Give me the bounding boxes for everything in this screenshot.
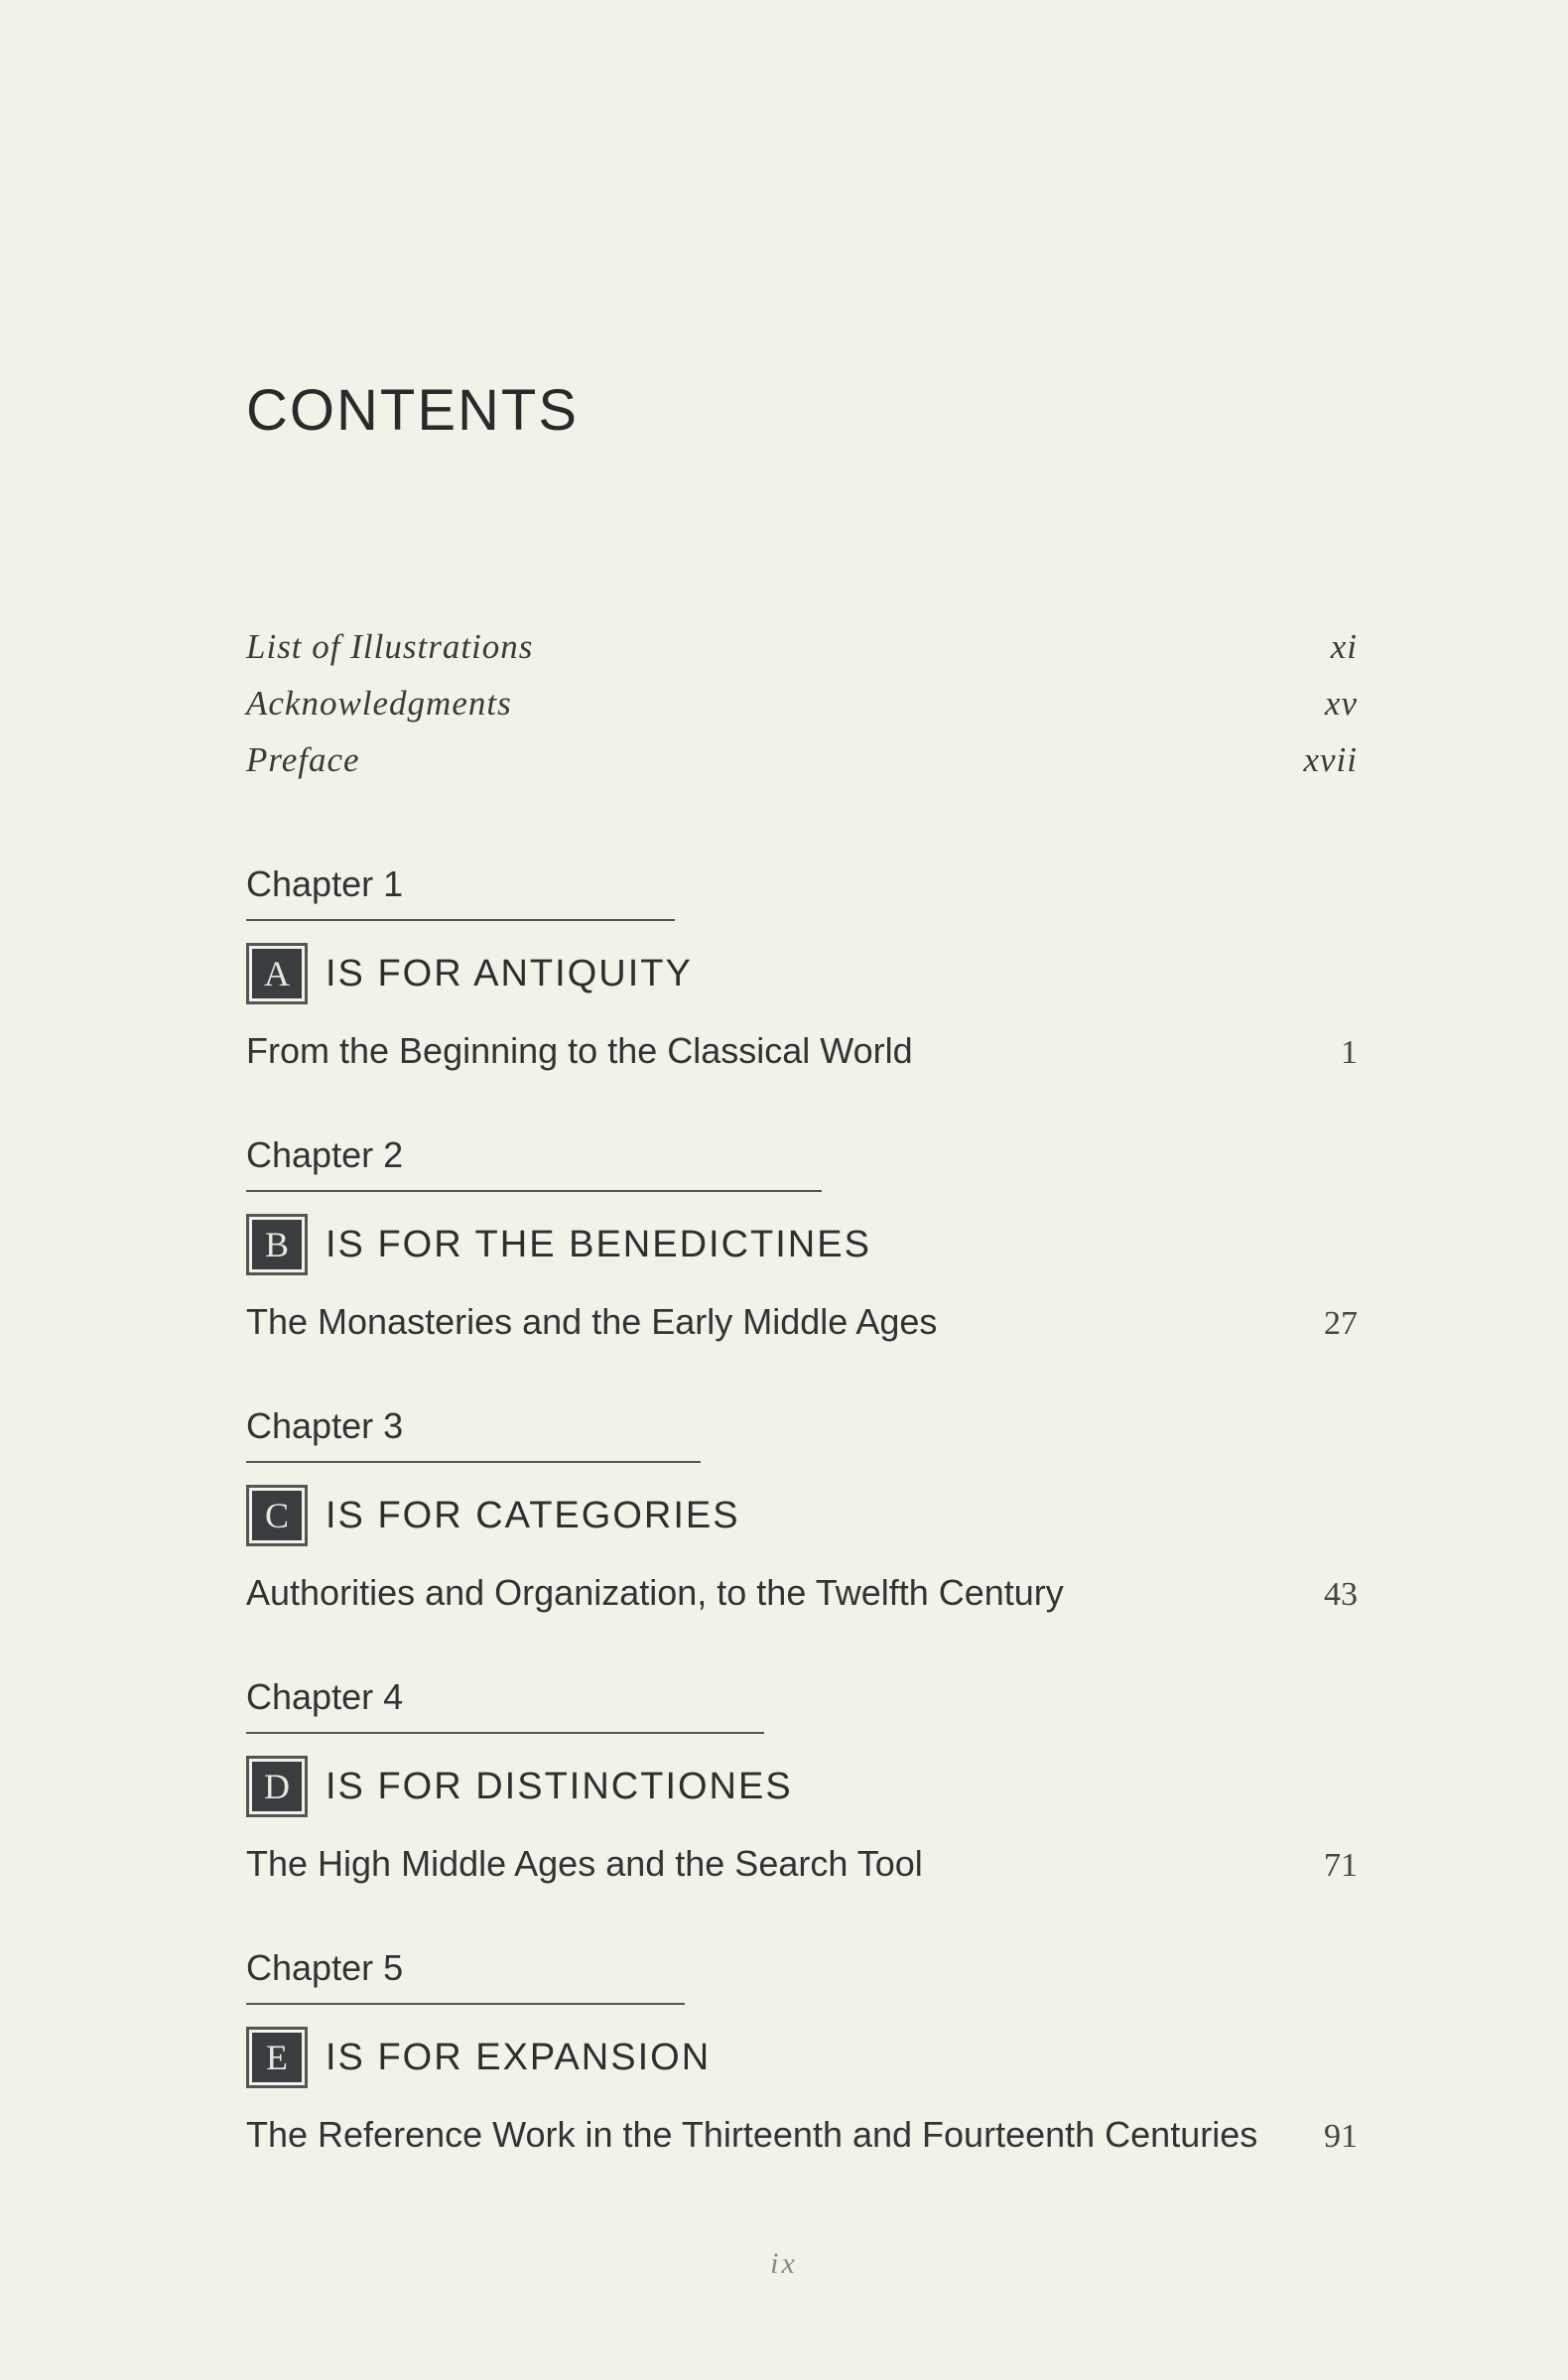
chapter-page-number: 71 (1324, 1847, 1358, 1884)
front-matter-page: xvii (1303, 740, 1358, 779)
chapter-title: IS FOR CATEGORIES (326, 1494, 740, 1536)
chapter-label: Chapter 2 (246, 1134, 404, 1175)
front-matter-list (246, 627, 1358, 797)
chapter-label: Chapter 1 (246, 863, 404, 904)
chapter-rule (246, 1190, 822, 1192)
chapter-letter: C (252, 1491, 302, 1540)
chapter-title: IS FOR EXPANSION (326, 2036, 712, 2078)
chapter-letter: A (252, 949, 302, 998)
chapter-letter-box (246, 1214, 308, 1275)
chapter-rule (246, 2003, 685, 2005)
chapter-heading (246, 1756, 793, 1817)
front-matter-page: xv (1324, 684, 1358, 723)
chapter-subtitle-row (246, 1572, 1358, 1614)
chapter-letter: E (252, 2033, 302, 2082)
chapter-entry[interactable] (246, 863, 1358, 1134)
chapter-subtitle: The Reference Work in the Thirteenth and Fourteenth Centuries (246, 2114, 1258, 2155)
chapter-subtitle-row (246, 1030, 1358, 1072)
chapter-letter: B (252, 1220, 302, 1269)
chapter-page-number: 27 (1324, 1305, 1358, 1342)
front-matter-item[interactable] (246, 627, 1358, 684)
chapter-heading (246, 1214, 871, 1275)
chapter-list (246, 863, 1358, 2218)
chapter-letter-box (246, 2027, 308, 2088)
chapter-subtitle: The High Middle Ages and the Search Tool (246, 1843, 923, 1884)
chapter-entry[interactable] (246, 1405, 1358, 1676)
front-matter-label: List of Illustrations (246, 627, 534, 666)
chapter-subtitle: The Monasteries and the Early Middle Ages (246, 1301, 938, 1342)
chapter-letter: D (252, 1762, 302, 1811)
folio-page-number: ix (770, 2247, 798, 2280)
chapter-label: Chapter 4 (246, 1676, 404, 1717)
front-matter-page: xi (1330, 627, 1358, 666)
chapter-letter-box (246, 1756, 308, 1817)
chapter-heading (246, 2027, 711, 2088)
chapter-subtitle-row (246, 1843, 1358, 1885)
chapter-subtitle-row (246, 1301, 1358, 1343)
chapter-label: Chapter 5 (246, 1947, 404, 1988)
chapter-heading (246, 943, 693, 1004)
chapter-entry[interactable] (246, 1134, 1358, 1405)
chapter-page-number: 43 (1324, 1576, 1358, 1613)
page-title: CONTENTS (246, 378, 579, 443)
chapter-rule (246, 1461, 701, 1463)
chapter-rule (246, 1732, 764, 1734)
chapter-page-number: 1 (1341, 1034, 1358, 1071)
chapter-subtitle-row (246, 2114, 1358, 2156)
chapter-title: IS FOR ANTIQUITY (326, 952, 693, 994)
chapter-subtitle: From the Beginning to the Classical World (246, 1030, 913, 1071)
front-matter-item[interactable] (246, 684, 1358, 740)
chapter-letter-box (246, 943, 308, 1004)
chapter-subtitle: Authorities and Organization, to the Twelfth Century (246, 1572, 1064, 1613)
front-matter-item[interactable] (246, 740, 1358, 797)
chapter-title: IS FOR DISTINCTIONES (326, 1765, 793, 1807)
chapter-rule (246, 919, 675, 921)
chapter-heading (246, 1485, 740, 1546)
chapter-entry[interactable] (246, 1947, 1358, 2218)
chapter-label: Chapter 3 (246, 1405, 404, 1446)
front-matter-label: Preface (246, 740, 360, 779)
chapter-letter-box (246, 1485, 308, 1546)
chapter-page-number: 91 (1324, 2118, 1358, 2155)
front-matter-label: Acknowledgments (246, 684, 512, 723)
chapter-entry[interactable] (246, 1676, 1358, 1947)
chapter-title: IS FOR THE BENEDICTINES (326, 1223, 871, 1265)
